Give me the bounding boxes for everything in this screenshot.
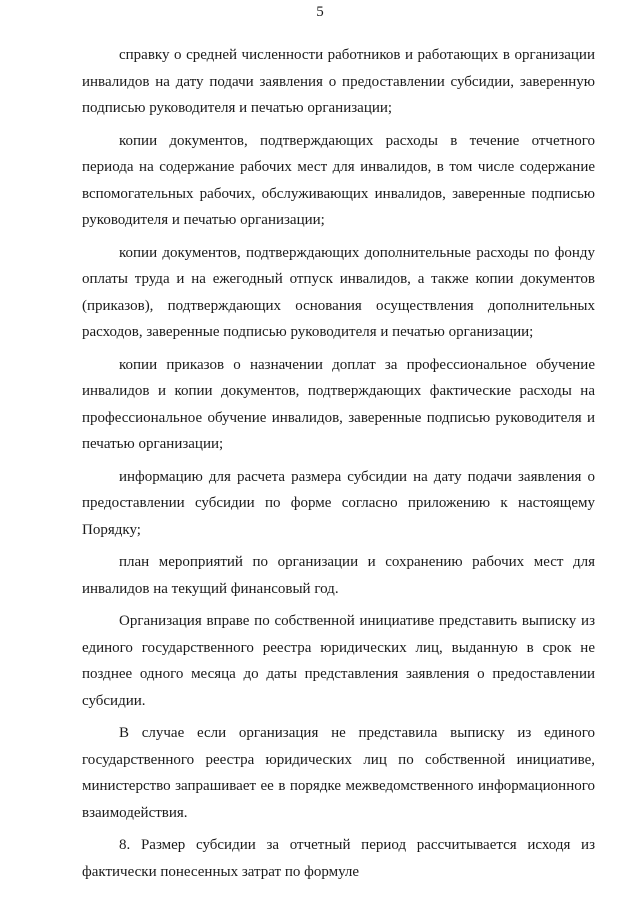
paragraph-2: копии документов, подтверждающих расходы в течение отчетного периода на содержание рабочих мест для инвалидов, в том числе содержание вспомогательных рабочих, обслуживающих инвалидов, заверенные подписью руководителя и печатью организации;	[82, 132, 595, 228]
document-body	[82, 42, 595, 891]
paragraph-1: справку о средней численности работников и работающих в организации инвалидов на дату подачи заявления о предоставлении субсидии, заверенную подписью руководителя и печатью организации;	[82, 47, 595, 116]
paragraph-9: 8. Размер субсидии за отчетный период рассчитывается исходя из фактически понесенных затрат по формуле	[82, 837, 595, 880]
paragraph-4: копии приказов о назначении доплат за профессиональное обучение инвалидов и копии документов, подтверждающих фактические расходы на профессиональное обучение инвалидов, заверенные подписью руководителя и печатью организации;	[82, 356, 595, 452]
page-number: 5	[316, 4, 324, 20]
paragraph-7: Организация вправе по собственной инициативе представить выписку из единого государственного реестра юридических лиц, выданную в срок не позднее одного месяца до даты представления заявления о предоставлении субсидии.	[82, 613, 595, 709]
paragraph-8: В случае если организация не представила выписку из единого государственного реестра юридических лиц по собственной инициативе, министерство запрашивает ее в порядке межведомственного информационного взаимодействия.	[82, 725, 595, 821]
paragraph-6: план мероприятий по организации и сохранению рабочих мест для инвалидов на текущий финансовый год.	[82, 554, 595, 597]
paragraph-5: информацию для расчета размера субсидии на дату подачи заявления о предоставлении субсидии по форме согласно приложению к настоящему Порядку;	[82, 468, 595, 538]
paragraph-3: копии документов, подтверждающих дополнительные расходы по фонду оплаты труда и на ежегодный отпуск инвалидов, а также копии документов (приказов), подтверждающих основания осуществления дополнительных расходов, заверенные подписью руководителя и печатью организации;	[82, 244, 595, 340]
